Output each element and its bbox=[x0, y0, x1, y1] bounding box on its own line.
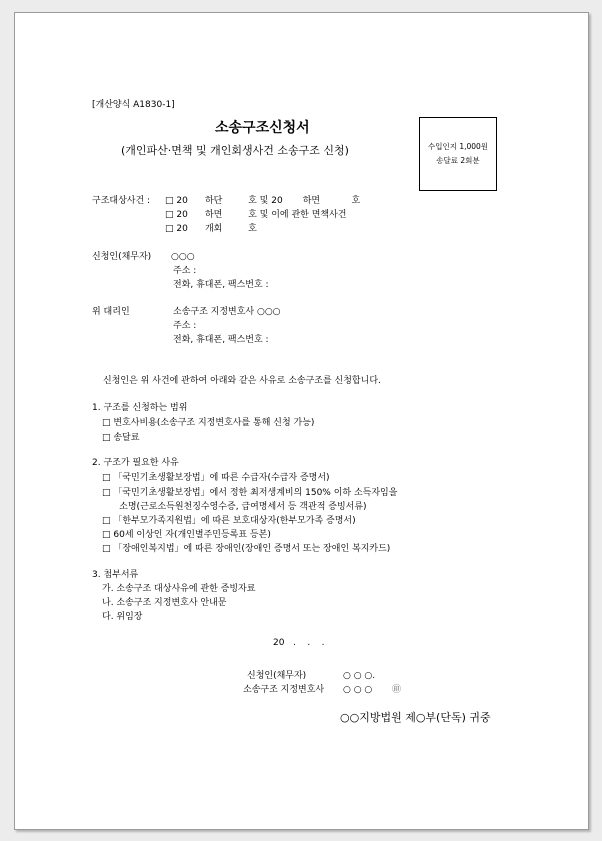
revenue-stamp-box bbox=[419, 117, 497, 191]
attachment-item: 가. 소송구조 대상사유에 관한 증빙자료 bbox=[102, 584, 256, 594]
section2-item[interactable]: □ 「장애인복지법」에 따른 장애인(장애인 증명서 또는 장애인 복지카드) bbox=[102, 544, 391, 554]
agent-name: 소송구조 지정변호사 ○○○ bbox=[173, 307, 281, 317]
stamp-fee: 수입인지 1,000원 bbox=[427, 142, 489, 151]
section2-item[interactable]: □ 「한부모가족지원법」에 따른 보호대상자(한부모가족 증명서) bbox=[102, 516, 356, 526]
applicant-phone: 전화, 휴대폰, 팩스번호 : bbox=[173, 280, 269, 290]
case-line-discharge[interactable]: □ 20 하면 호 및 이에 관한 면책사건 bbox=[165, 210, 347, 220]
signature-lawyer-name: ○ ○ ○ bbox=[343, 685, 373, 695]
agent-label: 위 대리인 bbox=[92, 307, 130, 317]
signature-lawyer-label: 소송구조 지정변호사 bbox=[243, 685, 325, 695]
section2-item[interactable]: □ 「국민기초생활보장법」에 따른 수급자(수급자 증명서) bbox=[102, 473, 330, 483]
document-title: 소송구조신청서 bbox=[215, 120, 310, 136]
section2-item-continued: 소명(근로소득원천징수영수증, 급여명세서 등 객관적 증빙서류) bbox=[102, 502, 367, 512]
signature-applicant-label: 신청인(채무자) bbox=[247, 671, 307, 681]
agent-phone: 전화, 휴대폰, 팩스번호 : bbox=[173, 335, 269, 345]
section2-item[interactable]: □ 60세 이상인 자(개인별주민등록표 등본) bbox=[102, 530, 271, 540]
applicant-label: 신청인(채무자) bbox=[92, 252, 152, 262]
section1-item-lawyer-fee[interactable]: □ 변호사비용(소송구조 지정변호사를 통해 신청 가능) bbox=[102, 418, 315, 428]
document-subtitle: (개인파산·면책 및 개인회생사건 소송구조 신청) bbox=[121, 144, 349, 157]
stamp-postage: 송달료 2회분 bbox=[436, 156, 480, 165]
document-page bbox=[14, 12, 589, 830]
case-label: 구조대상사건 : bbox=[92, 196, 151, 206]
court-addressee: ○○지방법원 제○부(단독) 귀중 bbox=[340, 711, 491, 724]
applicant-address: 주소 : bbox=[173, 266, 197, 276]
section2-heading: 2. 구조가 필요한 사유 bbox=[92, 458, 179, 468]
case-line-bankruptcy[interactable]: □ 20 하단 호 및 20 하면 호 bbox=[165, 196, 361, 206]
section1-item-postage[interactable]: □ 송달료 bbox=[102, 433, 140, 443]
section3-heading: 3. 첨부서류 bbox=[92, 570, 139, 580]
applicant-name: ○○○ bbox=[171, 252, 195, 262]
section2-item[interactable]: □ 「국민기초생활보장법」에서 정한 최저생계비의 150% 이하 소득자임을 bbox=[102, 488, 398, 498]
seal-icon: ㊞ bbox=[392, 685, 402, 695]
case-line-rehabilitation[interactable]: □ 20 개회 호 bbox=[165, 224, 257, 234]
agent-address: 주소 : bbox=[173, 321, 197, 331]
signature-applicant-name: ○ ○ ○. bbox=[343, 671, 376, 681]
date-line: 20 . . . bbox=[273, 638, 325, 648]
section1-heading: 1. 구조를 신청하는 범위 bbox=[92, 403, 188, 413]
form-code: [개산양식 A1830-1] bbox=[92, 100, 175, 110]
attachment-item: 나. 소송구조 지정변호사 안내문 bbox=[102, 598, 227, 608]
attachment-item: 다. 위임장 bbox=[102, 612, 143, 622]
statement: 신청인은 위 사건에 관하여 아래와 같은 사유로 소송구조를 신청합니다. bbox=[103, 376, 381, 386]
